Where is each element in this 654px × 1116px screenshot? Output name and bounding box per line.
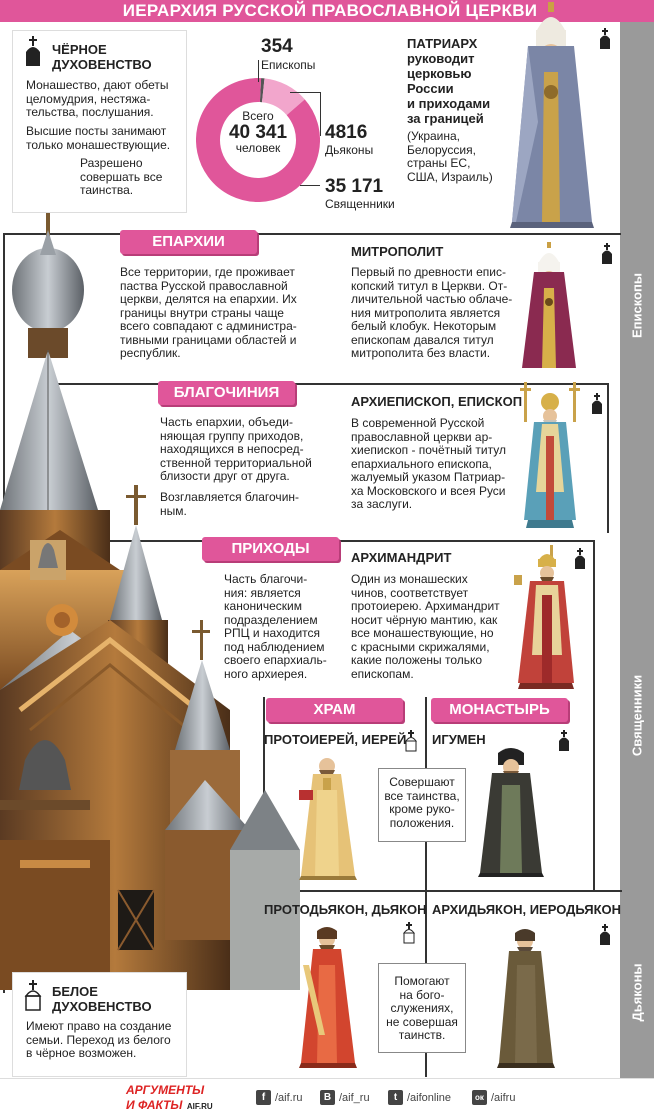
facebook-link[interactable] xyxy=(256,1090,303,1105)
text-line: Помогают xyxy=(394,974,450,988)
text-line: няющая группу приходов, xyxy=(160,428,304,443)
text-line: белый клобук. Некоторым xyxy=(351,319,497,333)
text-line: РПЦ и находится xyxy=(224,626,321,640)
text-line: носит чёрную мантию, как xyxy=(351,612,498,627)
text-line: епархиального епископа, xyxy=(351,456,492,471)
text-line: семьи. Переход из белого xyxy=(26,1032,171,1047)
archdeacon-title: АРХИДЬЯКОН, ИЕРОДЬЯКОН xyxy=(432,902,622,917)
church-icon xyxy=(597,924,613,946)
page-title: ИЕРАРХИЯ РУССКОЙ ПРАВОСЛАВНОЙ ЦЕРКВИ xyxy=(122,1,538,20)
church-icon xyxy=(572,548,588,570)
black-clergy-title-2: ДУХОВЕНСТВО xyxy=(52,57,152,72)
text-line: каноническим xyxy=(224,599,302,613)
monastery-label: МОНАСТЫРЬ xyxy=(431,698,568,722)
text-line: ха Московского и всея Руси xyxy=(351,483,506,498)
text-line: тивными границами областей и xyxy=(120,332,297,347)
connector-bishops xyxy=(258,60,259,82)
twitter-icon: t xyxy=(388,1090,403,1105)
archimandrite-text xyxy=(351,573,500,681)
text-line: копский титул в Церкви. От- xyxy=(351,278,508,293)
text-line: за заслуги. xyxy=(351,497,413,511)
text-line: личительной частью облаче- xyxy=(351,292,513,306)
priest-figure xyxy=(295,750,361,882)
text-line: Все территории, где проживает xyxy=(120,265,295,279)
text-line: только монашествующие. xyxy=(26,137,171,152)
text-line: церкви, делятся на епархии. Их xyxy=(120,292,297,306)
text-line: совершать все xyxy=(80,169,163,184)
black-clergy-para3 xyxy=(80,157,162,198)
white-clergy-text xyxy=(26,1020,171,1061)
church-outline-icon xyxy=(403,730,419,752)
text-line: в чёрное возможен. xyxy=(26,1046,137,1060)
facebook-handle: /aif.ru xyxy=(275,1091,303,1104)
vk-handle: /aif_ru xyxy=(339,1091,370,1104)
sacraments-text xyxy=(378,776,466,830)
white-clergy-title-2: ДУХОВЕНСТВО xyxy=(52,999,152,1014)
metropolitan-text xyxy=(351,266,512,361)
patriarch-note xyxy=(407,130,493,184)
text-line: положения. xyxy=(389,815,455,830)
text-line: ного архиерея. xyxy=(224,666,308,681)
donut-center xyxy=(216,110,300,155)
deacons-label: Дьяконы xyxy=(325,143,374,157)
metropolitan-figure xyxy=(520,242,580,372)
side-label-priests: Священники xyxy=(629,674,645,757)
text-line: руководит xyxy=(407,51,475,66)
logo-line1: АРГУМЕНТЫ xyxy=(126,1083,205,1097)
vk-link[interactable] xyxy=(320,1090,370,1105)
archbishop-figure xyxy=(518,380,582,530)
text-line: таинств. xyxy=(398,1028,446,1042)
text-line: близости друг от друга. xyxy=(160,469,290,483)
deaneries-text xyxy=(160,416,312,484)
text-line: России xyxy=(407,81,454,96)
text-line: Один из монашеских xyxy=(351,572,468,586)
text-line: ПАТРИАРХ xyxy=(407,36,478,51)
text-line: Высшие посты занимают xyxy=(26,124,167,138)
deaneries-text2 xyxy=(160,491,299,518)
text-line: Белоруссия, xyxy=(407,142,476,157)
text-line: целомудрия, нестяжа- xyxy=(26,91,151,106)
church-outline-icon xyxy=(22,980,44,1012)
text-line: служениях, xyxy=(390,1001,454,1015)
text-line: республик. xyxy=(120,346,181,360)
protodeacon-title: ПРОТОДЬЯКОН, ДЬЯКОН xyxy=(264,902,427,917)
donut-center-label: Всего xyxy=(242,109,274,123)
text-line: таинства. xyxy=(80,183,134,197)
text-line: страны ЕС, xyxy=(407,156,471,170)
odnoklassniki-icon: ок xyxy=(472,1090,487,1105)
text-line: Возглавляется благочин- xyxy=(160,490,300,504)
odnoklassniki-link[interactable] xyxy=(472,1090,515,1105)
connector-priests xyxy=(300,185,320,186)
text-line: всего совпадают с администра- xyxy=(120,319,297,333)
text-line: чинов, соответствует xyxy=(351,585,469,600)
frame-line-parish-right xyxy=(593,540,595,892)
logo-line2: И ФАКТЫ xyxy=(126,1098,183,1112)
church-icon xyxy=(556,730,572,752)
bishops-count: 354 xyxy=(261,36,293,57)
twitter-link[interactable] xyxy=(388,1090,451,1105)
hierodeacon-figure xyxy=(495,925,559,1070)
text-line: (Украина, xyxy=(407,129,461,143)
text-line: кроме руко- xyxy=(389,802,455,816)
patriarch-title xyxy=(407,36,490,126)
eparchies-label: ЕПАРХИИ xyxy=(120,230,257,254)
logo-site: AIF.RU xyxy=(186,1102,213,1111)
text-line: ния: является xyxy=(224,585,301,600)
twitter-handle: /aifonline xyxy=(407,1091,452,1104)
text-line: подразделением xyxy=(224,612,318,627)
text-line: находящихся в непосред- xyxy=(160,442,304,456)
text-line: В современной Русской xyxy=(351,416,485,430)
aif-logo[interactable] xyxy=(126,1084,222,1110)
hegumen-figure xyxy=(476,745,546,879)
text-line: тельства, послушания. xyxy=(26,105,154,119)
church-icon xyxy=(597,28,613,50)
side-column xyxy=(620,22,654,1078)
frame-line-deanery-right xyxy=(607,383,609,533)
donut-center-value: 40 341 xyxy=(228,122,288,143)
text-line: за границей xyxy=(407,111,484,126)
odnoklassniki-handle: /aifru xyxy=(491,1091,516,1104)
text-line: ния митрополита является xyxy=(351,305,501,320)
bishops-label: Епископы xyxy=(261,58,316,72)
black-clergy-para1 xyxy=(26,79,169,120)
text-line: Часть епархии, объеди- xyxy=(160,415,293,429)
text-line: на бого- xyxy=(399,987,445,1002)
text-line: под наблюдением xyxy=(224,639,325,654)
priests-label: Священники xyxy=(325,197,395,211)
church-outline-icon xyxy=(401,922,417,944)
text-line: все таинства, xyxy=(384,788,460,803)
text-line: хиепископ - почётный титул xyxy=(351,443,506,457)
text-line: границы внутри страны чаще xyxy=(120,305,284,320)
side-label-deacons: Дьяконы xyxy=(629,963,645,1022)
eparchies-text xyxy=(120,266,297,361)
text-line: церковью xyxy=(407,66,472,81)
church-icon xyxy=(599,243,615,265)
deacon-figure xyxy=(295,925,361,1070)
text-line: жалуемый указом Патриар- xyxy=(351,470,506,484)
text-line: Первый по древности епис- xyxy=(351,265,506,279)
temple-label: ХРАМ xyxy=(266,698,403,722)
archbishop-text xyxy=(351,417,506,512)
priests-count: 35 171 xyxy=(325,176,384,197)
text-line: Часть благочи- xyxy=(224,572,308,586)
text-line: Монашество, дают обеты xyxy=(26,78,169,92)
text-line: США, Израиль) xyxy=(407,169,493,184)
archbishop-title: АРХИЕПИСКОП, ЕПИСКОП xyxy=(351,394,523,409)
text-line: какие положены только xyxy=(351,653,483,667)
side-label-bishops: Епископы xyxy=(629,273,645,338)
black-clergy-para2 xyxy=(26,125,170,152)
text-line: Имеют право на создание xyxy=(26,1019,172,1033)
monastery-title: ИГУМЕН xyxy=(432,732,486,747)
text-line: протоиерею. Архимандрит xyxy=(351,599,500,613)
text-line: ственной территориальной xyxy=(160,455,312,470)
white-clergy-title-1: БЕЛОЕ xyxy=(52,984,98,999)
text-line: Совершают xyxy=(389,775,455,789)
archimandrite-figure xyxy=(512,545,578,690)
help-text xyxy=(378,975,466,1043)
text-line: епископам. xyxy=(351,666,414,681)
connector-deacons xyxy=(290,92,320,93)
text-line: все монашествующие, но xyxy=(351,626,494,640)
text-line: православной церкви ар- xyxy=(351,429,493,444)
deacons-count: 4816 xyxy=(325,122,368,143)
text-line: Разрешено xyxy=(80,156,143,170)
church-icon xyxy=(22,36,44,68)
archimandrite-title: АРХИМАНДРИТ xyxy=(351,550,452,565)
text-line: и приходами xyxy=(407,96,491,111)
parishes-label: ПРИХОДЫ xyxy=(202,537,339,561)
text-line: ным. xyxy=(160,503,187,518)
connector-deacons-v xyxy=(320,92,321,136)
text-line: митрополита без власти. xyxy=(351,346,491,360)
metropolitan-title: МИТРОПОЛИТ xyxy=(351,244,444,259)
text-line: с красными скрижалями, xyxy=(351,639,490,654)
patriarch-figure xyxy=(508,2,598,230)
black-clergy-title-1: ЧЁРНОЕ xyxy=(52,42,107,57)
facebook-icon: f xyxy=(256,1090,271,1105)
deaneries-label: БЛАГОЧИНИЯ xyxy=(158,381,295,405)
text-line: паства Русской православной xyxy=(120,278,288,293)
church-icon xyxy=(589,393,605,415)
temple-title: ПРОТОИЕРЕЙ, ИЕРЕЙ xyxy=(264,732,407,747)
parishes-text xyxy=(224,573,327,681)
donut-center-unit: человек xyxy=(235,141,281,155)
text-line: не совершая xyxy=(386,1014,458,1029)
vk-icon: В xyxy=(320,1090,335,1105)
text-line: своего епархиаль- xyxy=(224,653,327,667)
text-line: епископам давался титул xyxy=(351,332,494,347)
